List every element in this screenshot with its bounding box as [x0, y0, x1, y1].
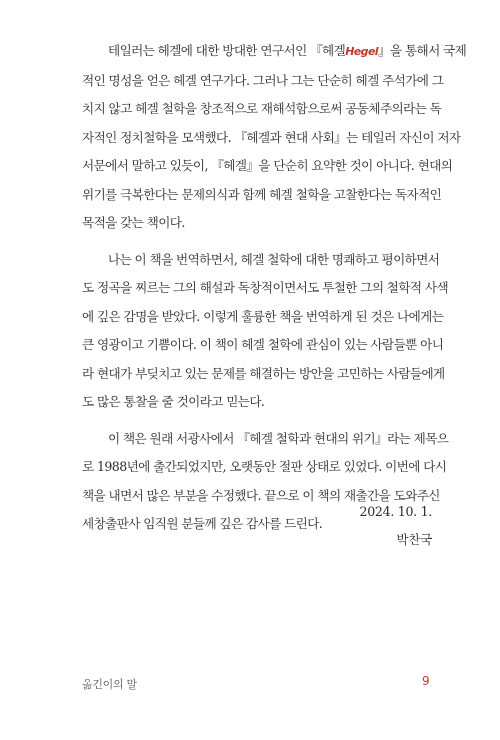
text-line: [82, 388, 430, 417]
page-number: 9: [422, 674, 430, 688]
text-segment: 자적인 정치철학을 모색했다. 『헤겔과 현대 사회』는 테일러 자신이 저자: [82, 129, 461, 145]
signature-name: 박찬국: [396, 532, 432, 547]
text-line: [82, 360, 445, 389]
paragraph-1: [82, 37, 467, 238]
paragraph-2: [82, 246, 449, 417]
text-line: [82, 95, 442, 124]
text-segment: 나는 이 책을 번역하면서, 헤겔 철학에 대한 명쾌하고 평이하면서: [108, 251, 440, 267]
text-line: [82, 453, 447, 482]
text-segment: 위기를 극복한다는 문제의식과 함께 헤겔 철학을 고찰한다는 독자적인: [82, 186, 442, 202]
text-line: [82, 67, 444, 96]
translator-preface-body: [82, 37, 467, 547]
text-segment: 세창출판사 임직원 분들께 깊은 감사를 드린다.: [82, 516, 323, 531]
running-footer-title: 옮긴이의 말: [82, 678, 137, 691]
text-segment: 』을 통해서 국제: [377, 43, 467, 58]
text-segment: 라 현대가 부딪치고 있는 문제를 해결하는 방안을 고민하는 사람들에게: [82, 365, 445, 381]
text-line: [82, 181, 442, 210]
text-segment: 서문에서 말하고 있듯이, 『헤겔』을 단순히 요약한 것이 아니다. 현대의: [82, 158, 453, 173]
text-segment: 책을 내면서 많은 부분을 수정했다. 끝으로 이 책의 재출간을 도와주신: [82, 487, 440, 503]
text-line: [82, 209, 430, 238]
text-line: [82, 331, 444, 360]
text-segment: 큰 영광이고 기쁨이다. 이 책이 헤겔 철학에 관심이 있는 사람들뿐 아니: [82, 337, 444, 352]
text-line: [82, 246, 440, 275]
text-line: [82, 303, 444, 332]
text-line: [82, 124, 461, 153]
hegel-title-emphasis: Hegel: [345, 45, 378, 58]
text-line: [82, 425, 449, 454]
text-segment: 에 깊은 감명을 받았다. 이렇게 훌륭한 책을 번역하게 된 것은 나에게는: [82, 308, 444, 324]
signature-block: [359, 498, 432, 554]
text-segment: 목적을 갖는 책이다.: [82, 215, 185, 230]
text-segment: 이 책은 원래 서광사에서 『헤겔 철학과 현대의 위기』라는 제목으: [108, 430, 449, 446]
text-line: [82, 37, 467, 67]
text-segment: 도 정곡을 찌르는 그의 해설과 독창적이면서도 투철한 그의 철학적 사색: [82, 280, 449, 295]
text-segment: 테일러는 헤겔에 대한 방대한 연구서인 『헤겔: [108, 43, 346, 58]
text-segment: 치지 않고 헤겔 철학을 창조적으로 재해석함으로써 공동체주의라는 독: [82, 101, 442, 116]
text-line: [82, 152, 453, 181]
text-segment: 적인 명성을 얻은 헤겔 연구가다. 그러나 그는 단순히 헤겔 주석가에 그: [82, 72, 444, 88]
text-segment: 로 1988년에 출간되었지만, 오랫동안 절판 상태로 있었다. 이번에 다시: [82, 459, 447, 474]
text-segment: 도 많은 통찰을 줄 것이라고 믿는다.: [82, 394, 265, 409]
signature-date: 2024. 10. 1.: [359, 504, 432, 519]
text-line: [82, 274, 449, 303]
